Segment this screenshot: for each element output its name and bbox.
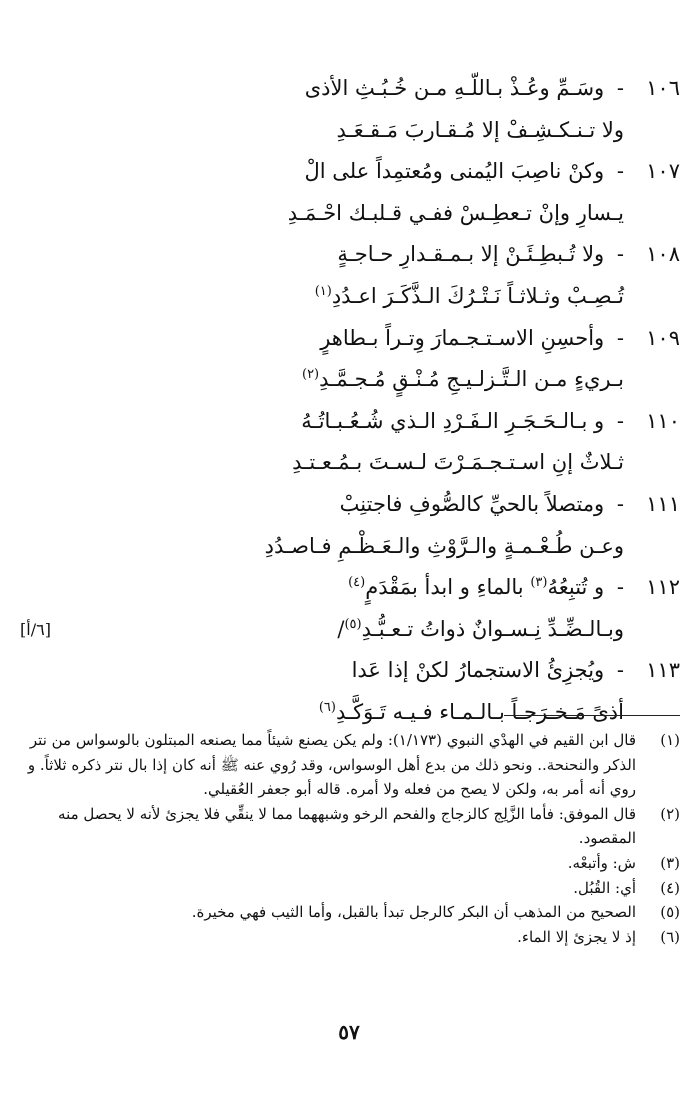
verse-line-first [20,234,680,276]
poem-body [20,68,680,734]
footnote-text: قال الموفق: فأما الزَّلِج كالزجاج والفحم الرخو وشبههما مما لا ينقِّي فلا يجزئ لأنه لا يحصل منه المقصود. [58,804,636,848]
verse-hemistich-second: بـريءٍ مـن الـتَّـزلـيـجِ مُـنْـقٍ مُـجـمَّـدِ [319,367,624,392]
footnote [24,851,680,876]
verse-hemistich-first: ويُجزِئُ الاستجمارُ لكنْ إذا عَدا [351,658,605,683]
footnote-marker[interactable]: (١) [314,283,332,299]
verse-dash: - [616,658,624,683]
verse-line-second [20,609,680,651]
verse-hemistich-second: ولا تـنـكـشِـفْ إلا مُـقـاربَ مَـقـعَـدِ [336,117,624,142]
verse-number: ١١١ [646,491,680,516]
footnote [24,900,680,925]
verse-line-second [20,193,680,235]
verse-line-first [20,401,680,443]
footnotes [24,728,680,949]
verse-hemistich-second: وبـالـضِّـدِّ نِـسـوانٌ ذواتُ تـعـبُّـدِ [361,616,624,641]
verse-hemistich-second: وعـن طُـعْـمـةٍ والـرَّوْثِ والـعَـظْـمِ فـاصـدُدِ [264,533,624,558]
verse-hemistich-first: ومتصلاً بالحيِّ كالصُّوفِ فاجتنِبْ [339,491,605,516]
verse-dash: - [616,159,624,184]
footnote-text: ش: وأتبعْه. [567,853,636,872]
verse-line-second [20,526,680,568]
verse-number: ١١٠ [646,408,680,433]
footnote-separator [504,715,680,716]
footnote-marker[interactable]: (٤) [348,575,366,591]
verse-line-first [20,318,680,360]
verse-hemistich-second: ثـلاثٌ إنِ اسـتـجـمَـرْتَ لـسـتَ بـمُـعـتـدِ [292,450,624,475]
verse-line-second [20,110,680,152]
footnote-text: الصحيح من المذهب أن البكر كالرجل تبدأ بالقبل، وأما الثيب فهي مخيرة. [191,903,636,922]
verse-dash: - [616,408,624,433]
footnote-text: قال ابن القيم في الهدْي النبوي (١/١٧٣): ولم يكن يصنع شيئاً مما يصنعه المبتلون بالوسواس من نتر الذكر والنحنحة.. ونحو ذلك من بدع أهل الوسواس، وقد رُوي عنه ﷺ أنه كان إذا بال نتر ذكره ثلاثاً. و روي أنه أمر به، ولكن لا يصح من فعله ولا أمره. قاله أبو جعفر العُقيلي. [27,731,636,799]
verse-dash: - [616,491,624,516]
verse-hemistich-first-rest: بالماءِ و ابدأ بمَقْدَمٍ [365,575,524,600]
footnote-number: (٢) [660,804,680,823]
verse-number: ١١٢ [646,575,680,600]
page-number: ٥٧ [338,1020,360,1044]
verse-line-first [20,567,680,609]
footnote [24,925,680,950]
folio-slash: / [337,616,345,641]
footnote [24,802,680,851]
verse-hemistich-second: أذىً مَـخـرَجـاً بـالـمـاء فـيـه تَـوَكَّـدِ [335,699,624,724]
footnote-number: (٣) [660,853,680,872]
verse-line-first [20,650,680,692]
footnote-text: أي: القُبُل. [573,878,636,897]
verse-hemistich-first: وسَـمِّ وعُـذْ بـاللّـهِ مـن خُـبُـثِ الأذى [304,76,605,100]
footnote [24,876,680,901]
verse-line-first [20,151,680,193]
footnote-marker[interactable]: (٣) [530,575,548,591]
verse-dash: - [616,325,624,350]
verse-number: ١١٣ [646,658,680,683]
verse-dash: - [616,242,624,267]
verse-number: ١٠٦ [646,76,680,100]
verse-number: ١٠٩ [646,325,680,350]
verse-hemistich-first: و تُتبِعُهُ [547,575,605,600]
footnote-marker[interactable]: (٢) [301,367,320,383]
footnote-number: (١) [660,731,680,749]
footnote-number: (٥) [660,903,680,922]
footnote-marker[interactable]: (٦) [318,699,336,715]
verse-hemistich-first: ولا تُـبطِـئَـنْ إلا بـمـقـدارِ حـاجـةٍ [337,242,605,267]
folio-marker: [٦/أ] [20,619,51,639]
verse-line-second [20,359,680,401]
verse-hemistich-first: و بـالـحَـجَـرِ الـفَـرْدِ الـذي شُـعُـبـاتُـهُ [301,408,605,433]
verse-dash: - [616,575,624,600]
verse-number: ١٠٨ [646,242,680,267]
footnote-marker[interactable]: (٥) [344,616,362,632]
footnote-number: (٤) [660,878,680,897]
verse-line-second [20,442,680,484]
verse-hemistich-second: تُـصِـبْ وثـلاثـاً نَـتْـرُكَ الـذَّكَـرَ اعـدُدِ [331,283,624,308]
verse-line-first [20,68,680,110]
verse-number: ١٠٧ [646,159,680,184]
verse-hemistich-second: يـسارِ وإنْ تـعطِـسْ ففـي قـلبـك احْـمَـدِ [287,200,624,225]
verse-line-second [20,276,680,318]
footnote-text: إذ لا يجزئ إلا الماء. [517,927,636,946]
verse-line-first [20,484,680,526]
verse-hemistich-first: وأحسِنِ الاسـتـجـمارَ وِتـراً بـطاهرٍ [320,325,605,350]
verse-hemistich-first: وكنْ ناصِبَ اليُمنى ومُعتمِداً على الْ [304,159,605,184]
verse-dash: - [616,76,624,100]
footnote-number: (٦) [660,927,680,946]
footnote [24,728,680,802]
